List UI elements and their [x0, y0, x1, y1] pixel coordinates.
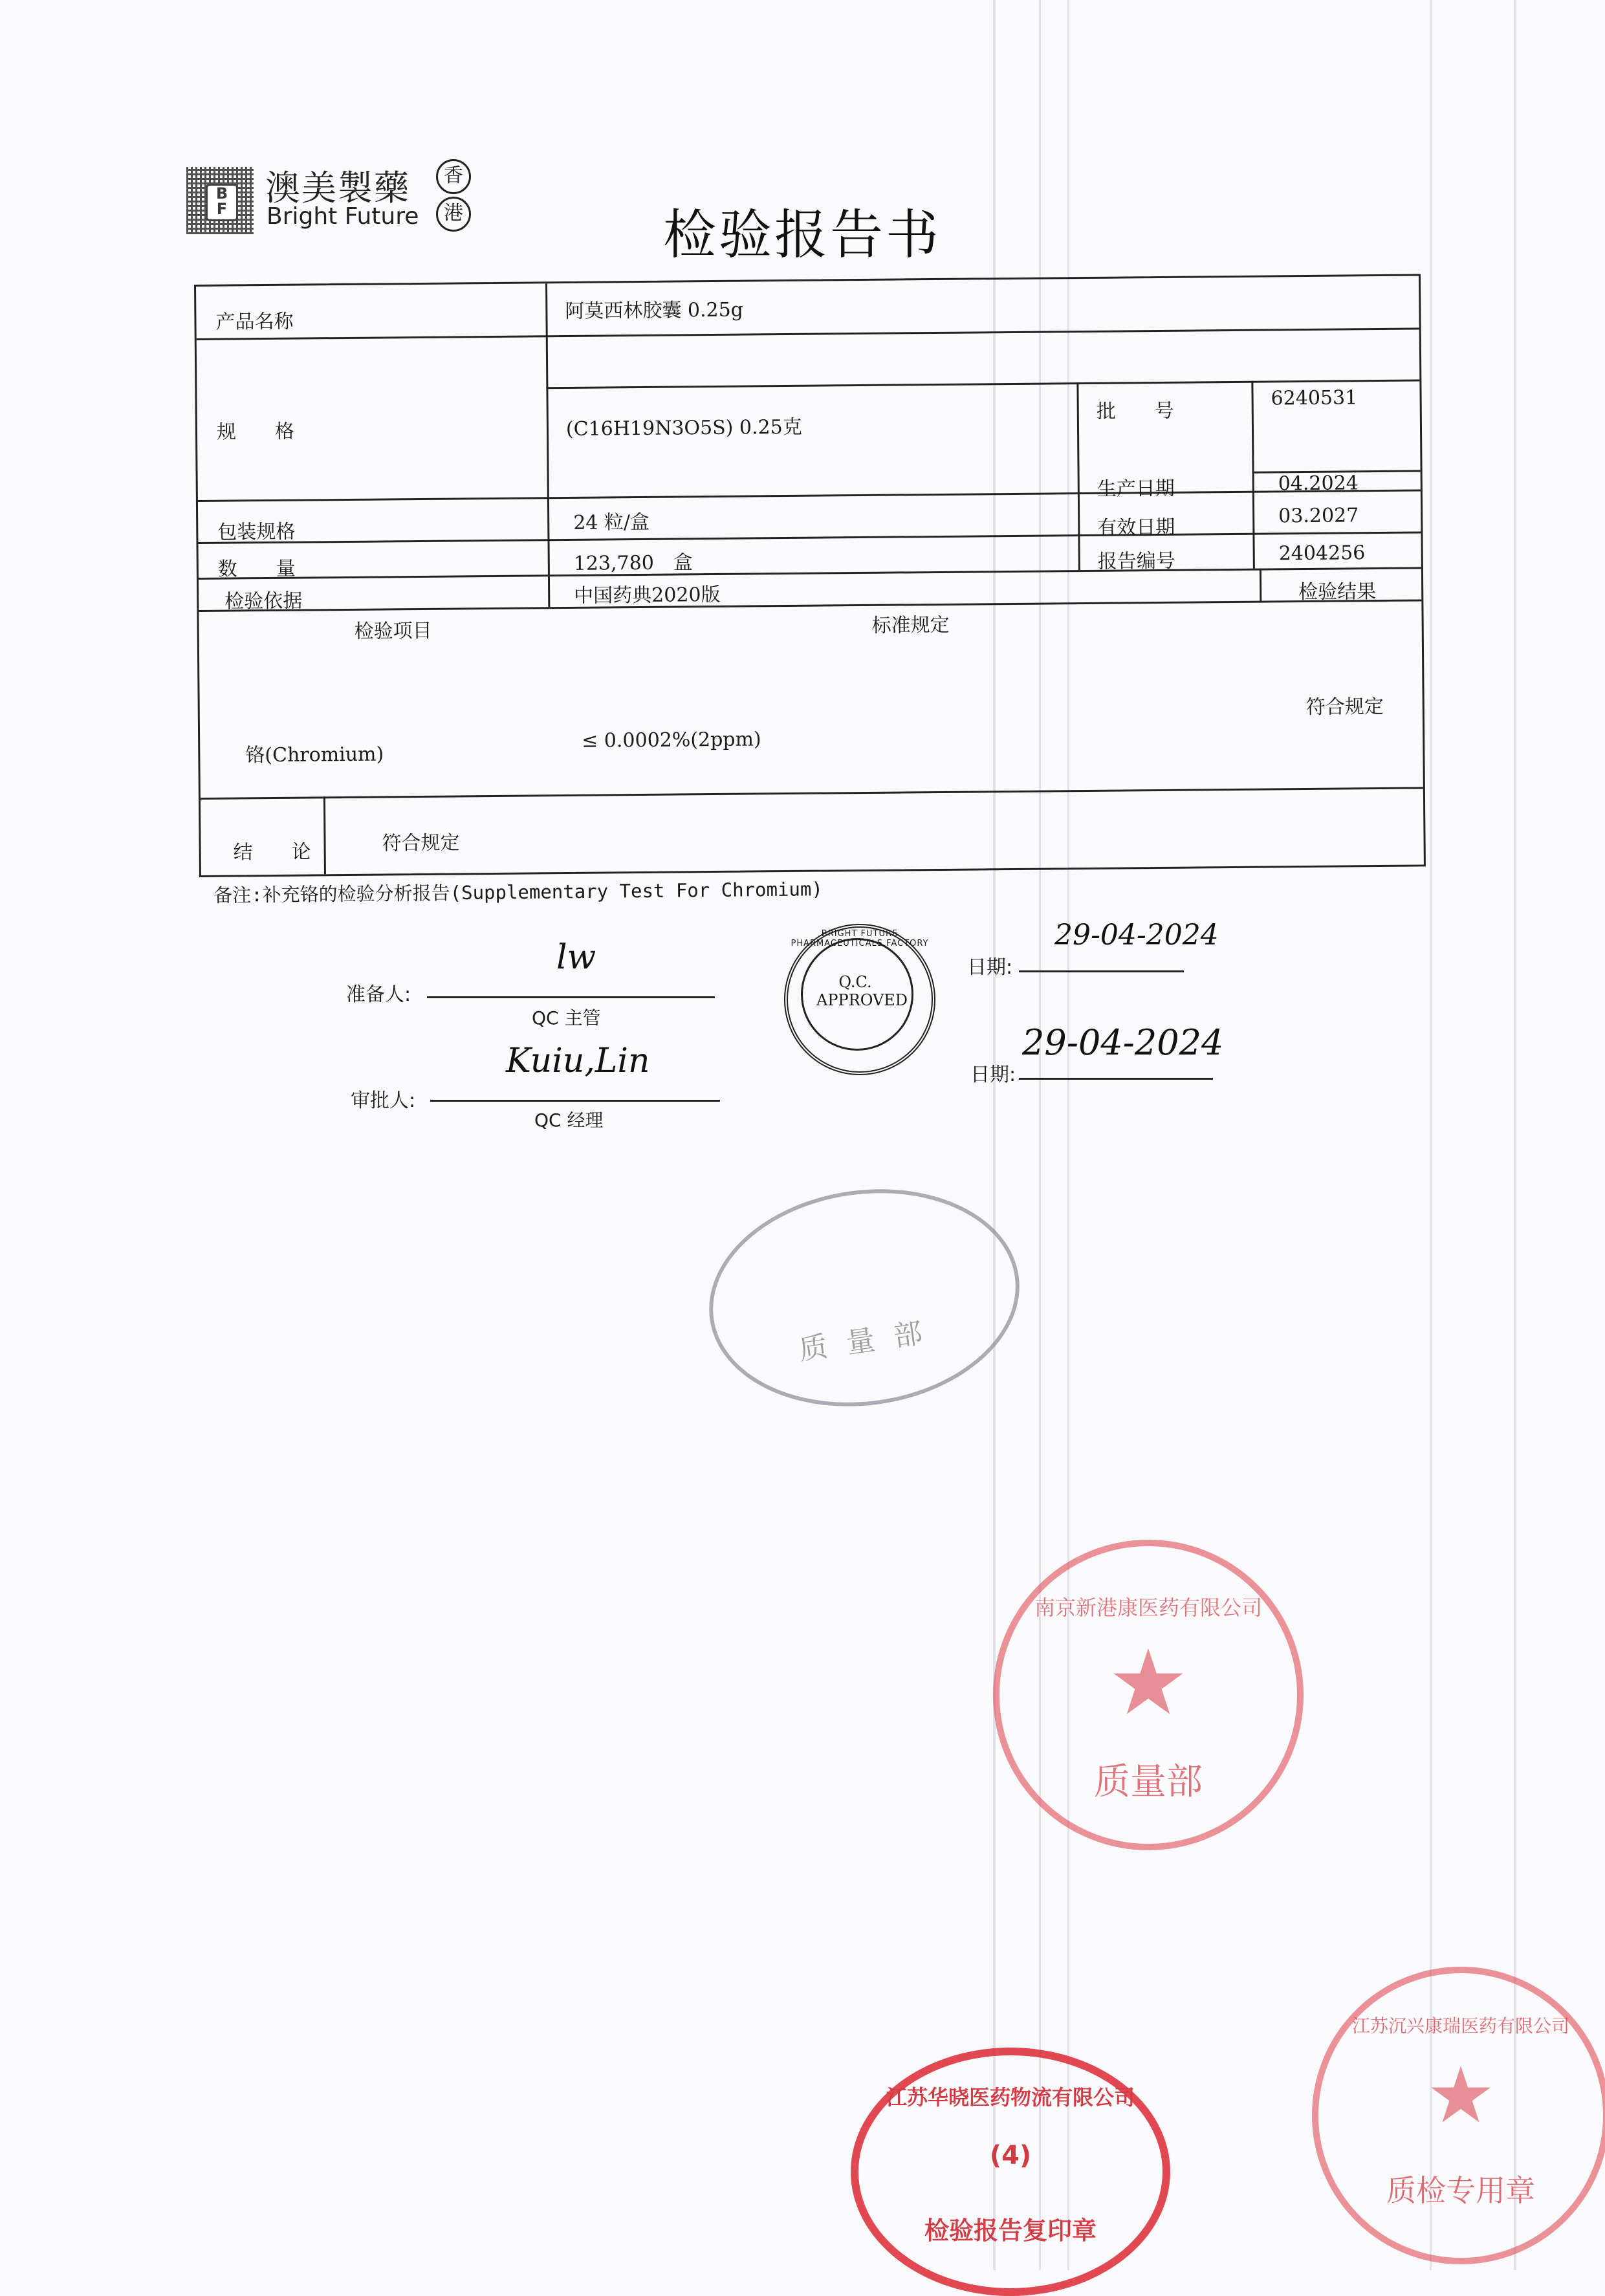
expiry-value: 03.2027 — [1278, 504, 1359, 528]
grey-stamp-text: 质量部 — [796, 1314, 944, 1367]
table-rule — [199, 567, 1421, 579]
approved-by-label: 审批人: — [351, 1089, 416, 1112]
batch-label: 批 号 — [1096, 399, 1174, 423]
grey-quality-stamp — [695, 1170, 1034, 1426]
table-rule — [545, 283, 550, 607]
star-icon: ★ — [1426, 2051, 1496, 2141]
logo-hong-kong-badge — [436, 159, 470, 234]
table-rule — [199, 599, 1421, 611]
qc-stamp-text: Q.C. APPROVED — [816, 973, 908, 1009]
standard-column-header: 标准规定 — [871, 613, 950, 637]
approved-by-signature: Kuiu,Lin — [506, 1042, 650, 1080]
prepared-by-label: 准备人: — [346, 983, 411, 1006]
table-rule — [198, 531, 1421, 543]
prepared-date-label: 日期: — [967, 956, 1013, 979]
test-item-value: 铬(Chromium) — [245, 743, 384, 767]
table-rule — [201, 787, 1423, 799]
copy-stamp-text: 检验报告复印章 — [924, 2216, 1097, 2245]
quality-inspection-stamp — [1312, 1967, 1605, 2264]
logo-chinese-name: 澳美製藥 — [265, 168, 410, 208]
signature-line — [430, 1100, 720, 1102]
signature-line — [1019, 1078, 1213, 1080]
test-basis-value: 中国药典2020版 — [574, 583, 721, 607]
table-rule — [1260, 569, 1261, 601]
document-title: 检验报告书 — [663, 204, 942, 266]
conclusion-value: 符合规定 — [382, 831, 460, 855]
report-number-value: 2404256 — [1278, 541, 1366, 565]
expiry-label: 有效日期 — [1097, 516, 1175, 540]
test-result-value: 符合规定 — [1305, 695, 1384, 719]
spec-value: (C16H19N3O5S) 0.25克 — [565, 415, 802, 441]
qc-approved-stamp — [784, 924, 935, 1075]
logo-english-name: Bright Future — [267, 203, 419, 230]
batch-value: 6240531 — [1271, 386, 1358, 410]
mfg-date-value: 04.2024 — [1278, 472, 1359, 496]
approved-date-label: 日期: — [970, 1064, 1016, 1086]
star-icon: ★ — [1108, 1630, 1189, 1736]
mfg-date-label: 生产日期 — [1097, 477, 1175, 501]
report-table — [194, 274, 1426, 877]
table-rule — [1076, 382, 1080, 570]
test-standard-value: ≤ 0.0002%(2ppm) — [582, 728, 761, 752]
table-rule — [197, 327, 1419, 340]
qc-red-stamp-text: 质检专用章 — [1386, 2173, 1535, 2208]
quantity-value: 123,780 盒 — [573, 551, 693, 575]
prepared-by-signature: lw — [556, 938, 596, 977]
signature-line — [427, 996, 715, 998]
packing-value: 24 粒/盒 — [573, 510, 650, 534]
copy-stamp-arc-text: 江苏华晓医药物流有限公司 — [886, 2085, 1135, 2110]
table-rule — [323, 796, 326, 874]
approved-date-handwritten: 29-04-2024 — [1022, 1022, 1224, 1063]
table-rule — [198, 489, 1421, 501]
prepared-date-handwritten: 29-04-2024 — [1054, 919, 1219, 952]
copy-stamp-number: (4) — [989, 2141, 1032, 2170]
packing-label: 包装规格 — [217, 520, 296, 544]
test-basis-label: 检验依据 — [224, 589, 303, 613]
logo-hk-char: 港 — [436, 197, 471, 232]
report-number-label: 报告编号 — [1097, 549, 1175, 573]
product-name-value: 阿莫西林胶囊 0.25g — [565, 298, 744, 323]
logo-hk-char: 香 — [436, 159, 471, 194]
table-rule — [1251, 381, 1255, 569]
item-column-header: 检验项目 — [354, 619, 432, 643]
report-copy-stamp — [851, 2048, 1170, 2296]
prepared-by-role: QC 主管 — [532, 1007, 601, 1029]
qc-red-stamp-arc-text: 江苏沉兴康瑞医药有限公司 — [1351, 2015, 1569, 2037]
result-column-header: 检验结果 — [1298, 580, 1377, 604]
report-note: 备注:补充铬的检验分析报告(Supplementary Test For Chromium) — [213, 878, 823, 906]
quality-department-stamp — [993, 1540, 1304, 1850]
qc-stamp-arc-text: BRIGHT FUTURE PHARMACEUTICALS FACTORY — [791, 929, 929, 948]
dept-stamp-text: 质量部 — [1094, 1761, 1203, 1803]
quantity-label: 数 量 — [217, 557, 296, 581]
approved-by-role: QC 经理 — [534, 1110, 604, 1131]
company-logo-icon: B F — [186, 167, 254, 234]
dept-stamp-arc-text: 南京新港康医药有限公司 — [1034, 1595, 1262, 1620]
product-name-label: 产品名称 — [215, 310, 294, 334]
spec-label: 规 格 — [216, 420, 295, 444]
signature-line — [1019, 970, 1184, 972]
conclusion-label: 结 论 — [233, 840, 311, 864]
